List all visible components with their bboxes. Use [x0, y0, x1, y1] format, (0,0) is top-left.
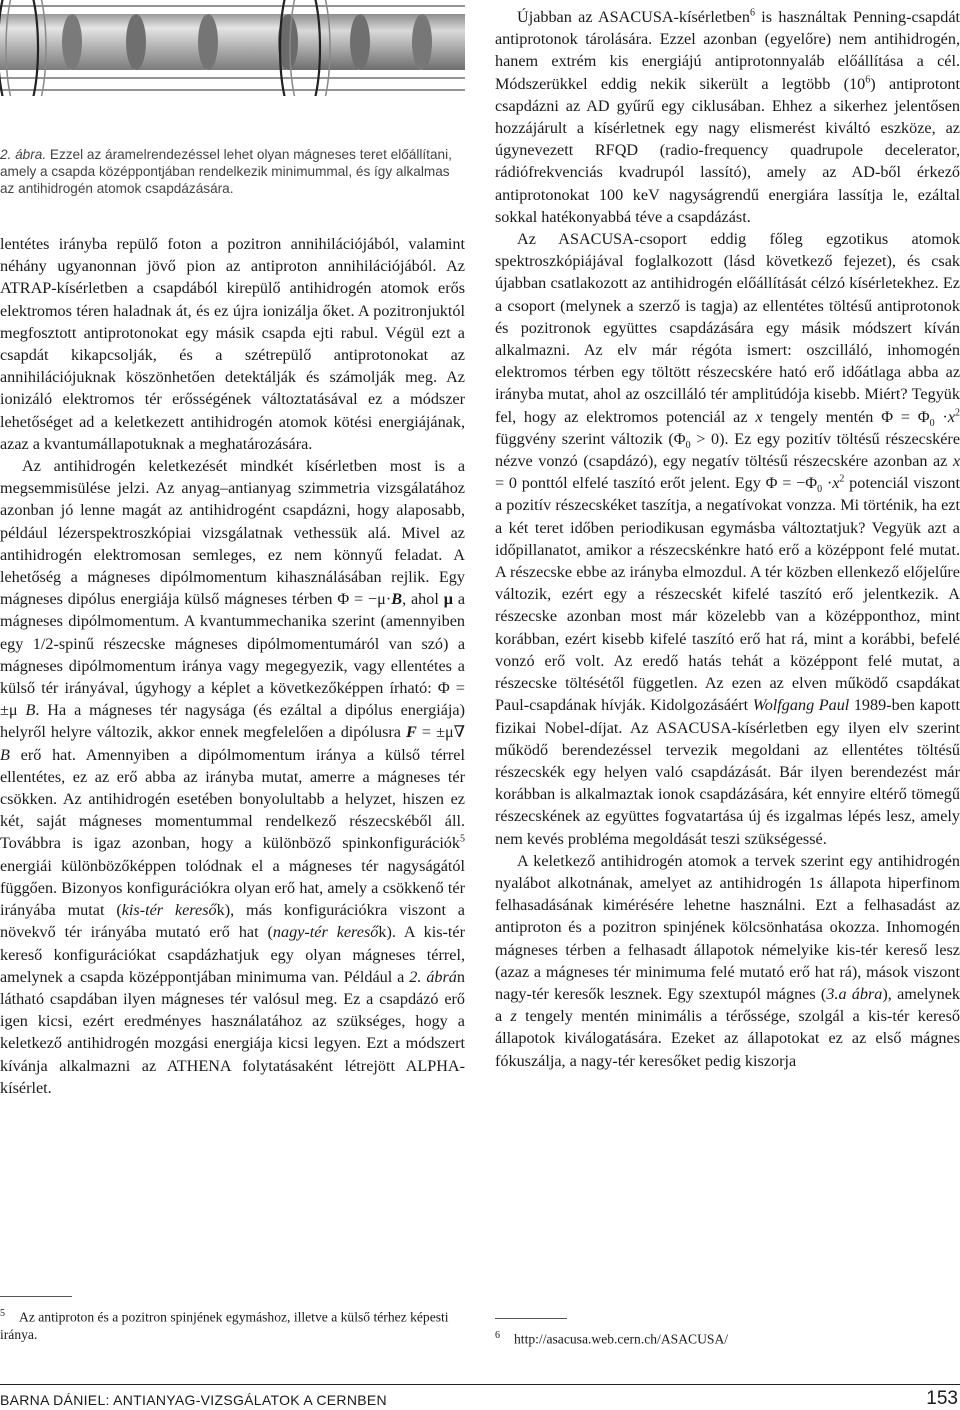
text: energiái különbözőképpen tolódnak el a mágneses tér nagyságától függően. Bizonyos konfigurációkra olyan erő hat, amely a csökkenő tér irányába mutat (: [0, 856, 465, 920]
right-paragraph-2: [495, 228, 960, 850]
symbol: μ: [443, 590, 453, 609]
cylinder-electrodes: [0, 14, 465, 70]
figure-caption: [0, 146, 465, 197]
formula: = ±μ∇: [416, 723, 466, 742]
right-paragraph-1: [495, 6, 960, 228]
text: , ahol: [402, 590, 444, 609]
text: állapota hiperfinom felhasadásának kimérésére lehetne használni. Ezt a felhasadást az antiproton és a pozitron spinjének kölcsönhatása okozza. Inhomogén mágneses térben a felhasadt állapotok némelyike kis-tér kereső lesz (azaz a mágneses tér minimuma felé mutató erő hat rá), mások viszont nagy-tér keresők lesznek. Egy szextupól mágnes (: [495, 873, 960, 1003]
figure-ref: 3.a ábra: [826, 984, 883, 1003]
running-footer: BARNA DÁNIEL: ANTIANYAG-VIZSGÁLATOK A CERNBEN: [0, 1392, 387, 1408]
text: függvény szerint változik (Φ: [495, 429, 686, 448]
footnote-text: http://asacusa.web.cern.ch/ASACUSA/: [514, 1331, 729, 1347]
formula: Φ = ±μ: [0, 679, 465, 720]
left-column: [0, 0, 465, 1099]
text: tengely mentén Φ = Φ: [762, 407, 930, 426]
text: k), más konfigurációkra viszont a növekvő tér irányába mutató erő hat (: [0, 901, 465, 942]
symbol: F: [406, 723, 417, 742]
figure-label: 2. ábra.: [0, 147, 47, 162]
subscript: 0: [685, 440, 691, 452]
text: potenciál viszont a pozitív részecskéket taszítja, a negatívokat vonzza. Mi történik, ha ezt a két teret időben periodikusan egymásba változtatjuk? Vegyük azt a időpillanatot, amikor a részecskénkre ható erő a középpont felé mutat. A részecske ebbe az irányba elmozdul. A tér közben ellenkező előjelűre változik, ezért egy a részecskét kifelé taszító erő jelentkezik. A részecske azonban most már közelebb van a középponthoz, mint korábban, ezért kisebb kifelé taszító erő hat rá, mint a korábbi, befelé vonzó erő volt. Az eredő hatás tehát a középpont felé mutat, a részecske töltésétől független. Az ezen az elven működő csapdákat Paul-csapdának hívják. Kidolgozásáért: [495, 474, 960, 715]
text: Az ASACUSA-csoport eddig főleg egzotikus atomok spektroszkópiájával foglalkozott (lásd következő fejezet), és csak újabban csatlakozott az antihidrogén előállítását célzó kísérletekhez. Ez a csoport (melynek a szerző is tagja) az ellentétes töltésű antiprotonok és pozitronok együttes csapdázására egy másik módszert kíván alkalmazni. Az elv már régóta ismert: oszcilláló, inhomogén elektromos térben egy töltött részecskére ható erő időátlaga abba az irányba mutat, ahol az oszcilláló tér amplitúdója kisebb. Miért? Tegyük fel, hogy az elektromos potenciál az: [495, 230, 960, 426]
symbol: B: [25, 701, 36, 720]
figure-ref: 2. ábrá: [409, 967, 457, 986]
text: > 0). Ez egy pozitív töltésű részecskére nézve vonzó (csapdázó), egy negatív töltésű részecskére azonban az: [495, 429, 960, 471]
page-footer: [0, 1384, 960, 1410]
symbol: x: [947, 407, 955, 426]
text: lentétes irányba repülő foton a pozitron annihilációjából, valamint néhány ugyanonnan jövő pion az antiproton annihilációjából. Az ATRAP-kísérletben a csapdából kirepülő antihidrogén atomok erős elektromos téren haladnak át, és ez újra ionizálja őket. A pozitronjuktól megfosztott antiprotonokat egy másik csapda ejti rabul. Végül ezt a csapdát kikapcsolják, és a szétrepülő antiprotonokat az annihilációjuknak köszönhetően detektálják és számolják meg. Az ionizáló elektromos tér erősségének változtatásával ez a módszer lehetőséget ad a keletkezett antihidrogén atomok kötési energiájának, azaz a kvantumállapotuknak a meghatározására.: [0, 235, 465, 453]
footnote-ref: 6: [749, 7, 755, 19]
text: k). A kis-tér kereső konfigurációkat csapdázhatjuk egy olyan mágneses térrel, amelynek a csapda középpontjában minimuma van. Például a: [0, 923, 465, 986]
text: Újabban az ASACUSA-kísérletben: [517, 8, 750, 26]
text: n látható csapdában ilyen mágneses tér valósul meg. Ez a csapdázó erő igen kicsi, ezért eredményes használatához az szükséges, hogy a keletkező antihidrogén mozgási energiája kicsi legyen. Ezt a módszert kívánja alkalmazni az ATHENA folytatásaként létrejött ALPHA-kísérlet.: [0, 967, 465, 1097]
exponent: 2: [955, 407, 960, 419]
text: ), amelynek a: [495, 984, 960, 1026]
text: ·: [934, 407, 948, 426]
text: ·: [822, 474, 833, 493]
page-number: 153: [926, 1388, 958, 1409]
footnote-right: [495, 1318, 960, 1348]
formula: Φ = −μ·: [337, 590, 392, 609]
right-column: [495, 6, 960, 1072]
text: is használtak Penning-csapdát antiprotonok tárolására. Ezzel azonban (egyelőre) nem antihidrogén, hanem extrém kis energiájú antiprotonnyaláb előállítása a cél. Módszerükkel eddig nekik sikerült a legtöbb (10: [495, 8, 960, 93]
text: 1989-ben kapott fizikai Nobel-díjat. Az ASACUSA-kísérletben egy ilyen elv szerint működő berendezéssel tervezik megoldani az ellentétes töltésű részecskék egy helyen való csapdázását. Bár ilyen berendezést már korábban is alkalmaztak ionok csapdázására, két ennyire eltérő tömegű részecskének az együttes fogvatartása új és izgalmas lépés lesz, amely nem kevés probléma megoldását teszi szükségessé.: [495, 696, 960, 848]
text: tengely mentén minimális a térőssége, szolgál a kis-tér kereső állapotok kiválogatására. Ezeket az állapotokat ez az első mágnes fókuszálja, a nagy-tér keresőket pedig kiszorja: [495, 1007, 960, 1070]
text: A keletkező antihidrogén atomok a tervek szerint egy antihidrogén nyalábot alkotnának, amelyet az antihidrogén 1: [495, 851, 960, 892]
symbol: x: [755, 407, 763, 426]
term: kis-tér kereső: [121, 901, 217, 920]
footnote-ref: 5: [460, 834, 465, 846]
left-paragraph-2: [0, 455, 465, 1099]
footnote-rule: [0, 1296, 72, 1297]
figure-caption-text: Ezzel az áramelrendezéssel lehet olyan mágneses teret előállítani, amely a csapda középpontjában rendelkezik minimummal, és így alkalmas az antihidrogén atomok csapdázására.: [0, 147, 452, 196]
footnote-rule: [495, 1318, 567, 1319]
exponent: 6: [865, 74, 871, 86]
symbol: x: [832, 474, 840, 493]
symbol: B: [391, 590, 403, 609]
text: . Ha a mágneses tér nagysága (és ezáltal a dipólus energiája) helyről helyre változik, akkor ennek megfelelően a dipólusra: [0, 701, 465, 742]
left-paragraph-1: [0, 233, 465, 455]
text: erő hat. Amennyiben a dipólmomentum iránya a külső térrel ellentétes, ez az erő abba az irányba mutat, amerre a mágneses tér csökken. Az antihidrogén esetében bonyolultabb a helyzet, hiszen ez két, saját mágneses momentummal rendelkező részecskéből áll. Továbbra is igaz azonban, hogy a különböző spinkonfigurációk: [0, 745, 465, 853]
footer-rule: [0, 1384, 960, 1385]
symbol: B: [0, 745, 10, 764]
person-name: Wolfgang Paul: [752, 696, 850, 715]
symbol: x: [952, 452, 960, 471]
text: ) antiprotont csapdázni az AD gyűrű egy ciklusában. Ehhez a sikerhez jelentősen hozzájárult a kísérletnek egy nagy elismerést kiváltó eszköze, az úgynevezett RFQD (radio-frequency quadrupole decelerator, rádiófrekvenciás kvadrupól lassító), amely az AD-ből érkező antiprotonokat 100 keV nagyságrendű energiára lassítja le, ezáltal sokkal hatékonyabbá téve a csapdázást.: [495, 74, 960, 226]
magnet-coils-illustration: [0, 0, 465, 138]
trap-figure: [0, 0, 465, 138]
symbol: s: [816, 873, 823, 892]
footnote-number: 5: [0, 1308, 5, 1319]
subscript: 0: [817, 484, 823, 496]
text: = 0 ponttól elfelé taszító erőt jelent. Egy Φ = −Φ: [495, 474, 818, 493]
subscript: 0: [929, 417, 935, 429]
footnote-text: Az antiproton és a pozitron spinjének egymáshoz, illetve a külső térhez képesti iránya.: [0, 1309, 449, 1342]
right-paragraph-3: [495, 850, 960, 1072]
footnote-number: 6: [495, 1330, 500, 1341]
text: a mágneses dipólmomentum. A kvantummechanika szerint (amennyiben egy 1/2-spinű részecske mágneses dipólmomentumáról van szó) a mágneses dipólmomentum iránya vagy megegyezik, vagy ellentétes a külső tér irányával, úgyhogy a képlet a következőképpen írható:: [0, 590, 465, 698]
symbol: z: [510, 1007, 517, 1026]
term: nagy-tér kereső: [272, 923, 379, 942]
exponent: 2: [839, 473, 845, 485]
text: Az antihidrogén keletkezését mindkét kísérletben most is a megsemmisülése jelzi. Az anyag–antianyag szimmetria vizsgálatához azonban jó lenne magát az antihidrogént csapdázni, hogy alaposabb, például lézerspektroszkópiai vizsgálatnak vethessük alá. Mivel az antihidrogén elektromosan semleges, ez nem könnyű feladat. A lehetőség a mágneses dipólmomentum kihasználásában rejlik. Egy mágneses dipólus energiája külső mágneses térben: [0, 457, 465, 609]
footnote-left: [0, 1296, 465, 1343]
